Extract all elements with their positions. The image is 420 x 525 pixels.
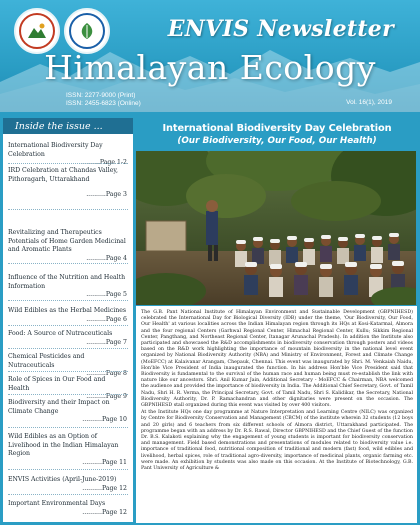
divider xyxy=(8,427,128,428)
toc-item-title: ENVIS Activities (April-June-2019) xyxy=(8,476,117,483)
toc-item[interactable] xyxy=(3,500,133,517)
article-header xyxy=(136,118,418,150)
toc-item-page: ..........Page 3 xyxy=(86,191,127,198)
toc-item-title: Important Environmental Days xyxy=(8,500,106,507)
toc-item-page: ..........Page 10 xyxy=(82,416,127,423)
toc-item-title: Revitalizing and Therapeutics Potentials of Home Garden Medicinal and Aromatic Plants xyxy=(8,229,126,253)
volume-label: Vol. 16(1), 2019 xyxy=(346,99,392,106)
toc-item-title: Biodiversity and their Impact on Climate Change xyxy=(8,399,110,415)
toc-item-page: ..........Page 6 xyxy=(86,315,127,323)
issn-block xyxy=(66,92,141,108)
toc-item-page: ..........Page 12 xyxy=(82,508,127,516)
divider xyxy=(8,325,128,326)
divider xyxy=(8,263,128,264)
event-photo xyxy=(136,151,416,305)
issn-print: ISSN: 2277-9000 (Print) xyxy=(66,92,136,99)
divider xyxy=(8,209,128,210)
toc-item[interactable] xyxy=(3,229,133,263)
toc-item-title: International Biodiversity Day Celebration xyxy=(8,142,103,158)
toc-item-page: ..........Page 11 xyxy=(82,458,127,466)
article-paragraph: At the Institute HQs one day programme at Nature Interpretation and Learning Centre (NILC) was organized by Centre for Biodiversity Conservation and Management (CBCM) of the institute wherein 32 students (12 boys and 20 girls) and 6 teachers from six different schools of Almora district, Uttarakhand participated. The programme began with an address by Dr. R.S. Rawal, Director GBPNIHESD and the Chief Guest of the function Dr. B.S. Kalakoti explaining why the engagement of young students is important for biodiversity conservation and management. Field based demonstrations and presentations of modules related to biodiversity value i.e. importance of traditional food, nutritional composition of traditional and modern (fast) food, wild edibles and livelihood, herbal spices, role of traditional agro-diversity, importance of medicinal plants, organic farming etc. were made. An exhibition by students was also made on this occasion. At the Institute of Biotechnology, G.B. Pant University of Agriculture & xyxy=(141,410,413,472)
table-of-contents xyxy=(3,118,133,522)
toc-item[interactable] xyxy=(3,307,133,324)
toc-item-page: ..........Page 9 xyxy=(86,393,127,400)
mountain-emblem-icon xyxy=(26,20,48,42)
toc-item-page: ..........Page 4 xyxy=(86,254,127,262)
toc-item[interactable] xyxy=(3,274,133,300)
article-title: International Biodiversity Day Celebration xyxy=(162,123,392,134)
toc-heading: Inside the issue ... xyxy=(3,118,133,134)
article-body xyxy=(136,306,417,523)
toc-item-title: Role of Spices in Our Food and Health xyxy=(8,376,106,392)
toc-item-title: IRD Celebration at Chandas Valley, Pithoragarh, Uttarakhand xyxy=(8,167,118,183)
group-photo-illustration xyxy=(136,151,416,305)
toc-item-page: ..........Page 12 xyxy=(82,484,127,492)
toc-item[interactable] xyxy=(3,376,133,402)
masthead xyxy=(0,0,420,112)
toc-item-title: Influence of the Nutrition and Health Information xyxy=(8,274,126,290)
leaf-emblem-icon xyxy=(76,20,98,42)
divider xyxy=(8,394,128,395)
divider xyxy=(8,371,128,372)
divider xyxy=(8,469,128,470)
divider xyxy=(8,348,128,349)
article-paragraph: The G.B. Pant National Institute of Himalayan Environment and Sustainable Development (GBPNIHESD) celebrated the International Day for Biological Diversity (IDB) under the theme, 'Our Biodiversity, Our Food, Our Health' at various localities across the Indian Himalayan region through its HQs at Kosi-Katarmal, Almora and the four regional Centers (Garhwal Regional Center, Himachal Regional Center, Kullu; Sikkim Regional Center, Pangthang, and Northeast Regional Center, Itanagar Arunachal Pradesh). In addition the Institute also participated and showcased the R&D accomplishments in biodiversity conservation through posters and videos based on the R&D work highlighting the importance of mountain biodiversity in the national level event organized by National Biodiversity Authority (NBA) and Ministry of Environment, Forest and Climate Change (MoEFCC) at Kalaivanar Arangam, Chepauk, Chennai. This event was inaugurated by Shri. M. Venkaiah Naidu, Hon'ble Vice President of India inaugurated the function. In his address Hon'ble Vice President said that Biodiversity is fundamental to the survival of the human race and human being must re-establish the link with nature like our ancestors. Shri. Anil Kumar Jain, Additional Secretary - MoEFCC & Chairman, NBA welcomed the audience and provided the importance of biodiversity in India. The Additional Chief Secretary, Govt. of Tamil Nadu, Shri H. R. Verma, the Principal Secretary, Govt. of Tamil Nadu, Shri S. Kalidikar, the Secretary, National Biodiversity Authority, Dr. P. Ramachandran and other dignitaries were present on the occasion. The GBPNIHESD stall organized during this event was visited by over 400 visitors. xyxy=(141,310,413,409)
toc-item-title: Chemical Pesticides and Nutraceuticals xyxy=(8,353,85,369)
divider xyxy=(8,494,128,495)
newsletter-title: ENVIS Newsletter xyxy=(167,16,394,42)
toc-item[interactable] xyxy=(3,433,133,467)
toc-item-page: ..........Page 7 xyxy=(86,338,127,346)
toc-item-page: ..........Page 8 xyxy=(86,370,127,377)
toc-item[interactable] xyxy=(3,399,133,425)
publication-title: Himalayan Ecology xyxy=(44,48,376,87)
toc-item-title: Food: A Source of Nutraceuticals xyxy=(8,330,113,337)
toc-item-page: ..........Page 1-2 xyxy=(80,159,127,166)
issn-online: ISSN: 2455-6823 (Online) xyxy=(66,100,141,107)
toc-item-title: Wild Edibles as the Herbal Medicines xyxy=(8,307,127,314)
toc-item[interactable] xyxy=(3,476,133,493)
toc-item-page: ..........Page 5 xyxy=(86,291,127,298)
article-subtitle: (Our Biodiversity, Our Food, Our Health) xyxy=(177,136,377,146)
toc-item[interactable] xyxy=(3,167,133,200)
toc-item[interactable] xyxy=(3,353,133,379)
divider xyxy=(8,163,128,164)
divider xyxy=(8,300,128,301)
toc-item-title: Wild Edibles as an Option of Livelihood in the Indian Himalayan Region xyxy=(8,433,119,457)
toc-item[interactable] xyxy=(3,330,133,347)
